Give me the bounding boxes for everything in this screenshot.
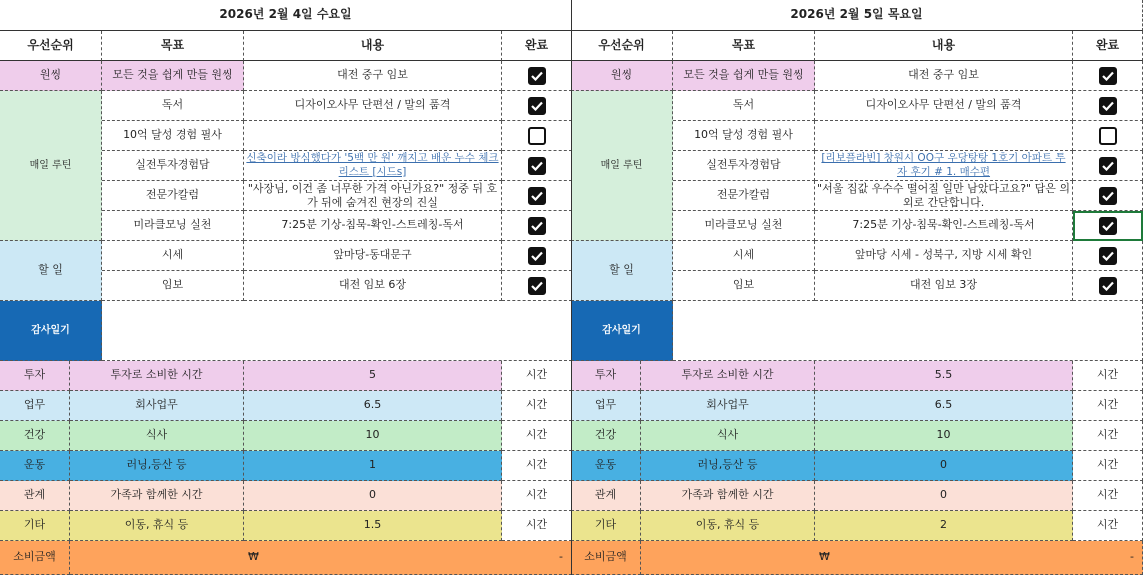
stat-category: 관계	[571, 481, 641, 511]
header-done: 완료	[1073, 31, 1143, 61]
header-done: 완료	[502, 31, 572, 61]
stat-category: 투자	[571, 361, 641, 391]
content-text: 대전 임보 6장	[338, 278, 407, 292]
checkbox[interactable]	[528, 127, 546, 145]
done-cell[interactable]	[502, 271, 572, 301]
check-icon	[531, 221, 543, 231]
goal-cell[interactable]: 실전투자경험담	[673, 151, 815, 181]
spend-value-cell[interactable]	[70, 541, 572, 575]
content-text: "사장님, 이건 좀 너무한 가격 아닌가요?" 정중 뒤 호가 뒤에 숨겨진 현장의 진실	[247, 181, 498, 209]
goal-cell[interactable]: 모든 것을 쉽게 만들 원씽	[102, 61, 244, 91]
group-routine: 매일 루틴	[0, 91, 102, 241]
content-cell[interactable]	[815, 121, 1073, 151]
stat-value[interactable]: 10	[244, 421, 502, 451]
stat-unit: 시간	[502, 421, 572, 451]
content-cell[interactable]	[244, 271, 502, 301]
stat-label: 투자로 소비한 시간	[641, 361, 815, 391]
content-cell[interactable]	[815, 241, 1073, 271]
check-icon	[531, 161, 543, 171]
content-cell[interactable]	[815, 61, 1073, 91]
stat-value[interactable]: 6.5	[244, 391, 502, 421]
check-icon	[1102, 251, 1114, 261]
checkbox[interactable]	[528, 277, 546, 295]
group-routine: 매일 루틴	[571, 91, 673, 241]
stat-unit: 시간	[502, 511, 572, 541]
checkbox[interactable]	[1099, 67, 1117, 85]
date-title: 2026년 2월 4일 수요일	[0, 0, 572, 31]
stat-unit: 시간	[1073, 361, 1143, 391]
check-icon	[1102, 281, 1114, 291]
stat-value[interactable]: 2	[815, 511, 1073, 541]
stat-label: 러닝,등산 등	[70, 451, 244, 481]
content-cell[interactable]	[244, 181, 502, 211]
stat-label: 투자로 소비한 시간	[70, 361, 244, 391]
group-wonsing: 원씽	[0, 61, 102, 91]
check-icon	[1102, 191, 1114, 201]
stat-category: 기타	[571, 511, 641, 541]
header-priority: 우선순위	[0, 31, 102, 61]
content-cell[interactable]	[244, 91, 502, 121]
post-link[interactable]: [리보플라빈] 창원시 OO구 우당탕탕 1호기 아파트 투자 후기 # 1. 매수편	[821, 152, 1066, 178]
spend-amount: -	[1130, 550, 1134, 564]
date-title: 2026년 2월 5일 목요일	[571, 0, 1143, 31]
content-cell[interactable]	[244, 121, 502, 151]
content-text: 디자이오사무 단편선 / 말의 품격	[294, 98, 451, 112]
goal-cell[interactable]: 미라클모닝 실천	[673, 211, 815, 241]
goal-cell[interactable]: 임보	[673, 271, 815, 301]
header-content: 내용	[815, 31, 1073, 61]
goal-cell[interactable]: 시세	[673, 241, 815, 271]
content-text: 대전 중구 임보	[908, 68, 979, 82]
content-cell[interactable]	[815, 181, 1073, 211]
checkbox[interactable]	[1099, 247, 1117, 265]
checkbox[interactable]	[528, 157, 546, 175]
goal-cell[interactable]: 시세	[102, 241, 244, 271]
stat-value[interactable]: 0	[815, 481, 1073, 511]
stat-value[interactable]: 5.5	[815, 361, 1073, 391]
stat-value[interactable]: 1	[244, 451, 502, 481]
check-icon	[531, 71, 543, 81]
content-text: 7:25분 기상-침묵-확인-스트레칭-독서	[852, 218, 1035, 232]
stat-category: 건강	[0, 421, 70, 451]
goal-cell[interactable]: 미라클모닝 실천	[102, 211, 244, 241]
stat-label: 이동, 휴식 등	[70, 511, 244, 541]
header-content: 내용	[244, 31, 502, 61]
stat-unit: 시간	[502, 481, 572, 511]
gratitude-entry[interactable]	[102, 301, 572, 361]
checkbox[interactable]	[528, 97, 546, 115]
content-cell[interactable]	[244, 211, 502, 241]
stat-unit: 시간	[1073, 451, 1143, 481]
stat-unit: 시간	[1073, 391, 1143, 421]
stat-unit: 시간	[1073, 421, 1143, 451]
check-icon	[1102, 101, 1114, 111]
goal-cell[interactable]: 임보	[102, 271, 244, 301]
stat-label: 회사업무	[641, 391, 815, 421]
stat-unit: 시간	[1073, 481, 1143, 511]
content-text: 대전 중구 임보	[337, 68, 408, 82]
stat-category: 업무	[0, 391, 70, 421]
check-icon	[1102, 161, 1114, 171]
spend-label: 소비금액	[571, 541, 641, 575]
done-cell[interactable]	[1073, 241, 1143, 271]
stat-label: 가족과 함께한 시간	[641, 481, 815, 511]
checkbox[interactable]	[1099, 97, 1117, 115]
stat-value[interactable]: 5	[244, 361, 502, 391]
goal-cell[interactable]: 독서	[673, 91, 815, 121]
content-text: 7:25분 기상-침묵-확인-스트레칭-독서	[281, 218, 464, 232]
checkbox[interactable]	[1099, 277, 1117, 295]
goal-cell[interactable]: 전문가칼럼	[102, 181, 244, 211]
panel-divider	[571, 0, 572, 575]
content-text: 디자이오사무 단편선 / 말의 품격	[865, 98, 1022, 112]
check-icon	[531, 281, 543, 291]
spend-amount: -	[559, 550, 563, 564]
group-todo: 할 일	[571, 241, 673, 301]
gratitude-entry[interactable]	[673, 301, 1143, 361]
done-cell[interactable]	[502, 181, 572, 211]
stat-value[interactable]: 1.5	[244, 511, 502, 541]
stat-value[interactable]: 10	[815, 421, 1073, 451]
currency-symbol: ₩	[819, 550, 830, 564]
stat-unit: 시간	[1073, 511, 1143, 541]
content-cell[interactable]	[815, 211, 1073, 241]
currency-symbol: ₩	[248, 550, 259, 564]
spend-value-cell[interactable]	[641, 541, 1143, 575]
done-cell[interactable]	[502, 61, 572, 91]
group-wonsing: 원씽	[571, 61, 673, 91]
stat-label: 러닝,등산 등	[641, 451, 815, 481]
content-cell[interactable]	[244, 241, 502, 271]
content-text: "서울 집값 우수수 떨어질 일만 남았다고요?" 답은 의외로 간단합니다.	[817, 181, 1070, 209]
stat-category: 운동	[571, 451, 641, 481]
header-goal: 목표	[102, 31, 244, 61]
content-text: 앞마당 시세 - 성북구, 지방 시세 확인	[854, 248, 1033, 262]
stat-label: 이동, 휴식 등	[641, 511, 815, 541]
header-priority: 우선순위	[571, 31, 673, 61]
spend-label: 소비금액	[0, 541, 70, 575]
stat-category: 업무	[571, 391, 641, 421]
done-cell[interactable]	[1073, 181, 1143, 211]
stat-label: 식사	[641, 421, 815, 451]
group-todo: 할 일	[0, 241, 102, 301]
stat-category: 관계	[0, 481, 70, 511]
post-link[interactable]: 신축이라 방심했다가 '5백 만 원' 깨지고 배운 누수 체크리스트 [시드s]	[246, 152, 499, 178]
goal-cell[interactable]: 실전투자경험담	[102, 151, 244, 181]
stat-value[interactable]: 6.5	[815, 391, 1073, 421]
done-cell[interactable]	[1073, 151, 1143, 181]
done-cell[interactable]	[1073, 91, 1143, 121]
stat-category: 기타	[0, 511, 70, 541]
header-goal: 목표	[673, 31, 815, 61]
group-gratitude: 감사일기	[571, 301, 673, 361]
stat-unit: 시간	[502, 391, 572, 421]
checkbox[interactable]	[528, 187, 546, 205]
done-cell[interactable]	[502, 91, 572, 121]
stat-category: 건강	[571, 421, 641, 451]
content-cell[interactable]	[815, 91, 1073, 121]
content-cell[interactable]	[815, 271, 1073, 301]
content-cell[interactable]	[815, 151, 1073, 181]
content-cell[interactable]	[244, 61, 502, 91]
stat-category: 투자	[0, 361, 70, 391]
check-icon	[531, 251, 543, 261]
done-cell[interactable]	[1073, 121, 1143, 151]
content-text: 앞마당-동대문구	[333, 248, 412, 262]
stat-label: 식사	[70, 421, 244, 451]
day-panel	[571, 0, 1143, 575]
checkbox[interactable]	[1099, 157, 1117, 175]
goal-cell[interactable]: 전문가칼럼	[673, 181, 815, 211]
group-gratitude: 감사일기	[0, 301, 102, 361]
check-icon	[1102, 71, 1114, 81]
done-cell[interactable]	[1073, 211, 1143, 241]
done-cell[interactable]	[502, 211, 572, 241]
stat-label: 회사업무	[70, 391, 244, 421]
stat-unit: 시간	[502, 361, 572, 391]
content-cell[interactable]	[244, 151, 502, 181]
stat-value[interactable]: 0	[244, 481, 502, 511]
checkbox[interactable]	[1099, 187, 1117, 205]
stat-label: 가족과 함께한 시간	[70, 481, 244, 511]
done-cell[interactable]	[1073, 61, 1143, 91]
checkbox[interactable]	[1099, 217, 1117, 235]
stat-unit: 시간	[502, 451, 572, 481]
checkbox[interactable]	[1099, 127, 1117, 145]
goal-cell[interactable]: 모든 것을 쉽게 만들 원씽	[673, 61, 815, 91]
goal-cell[interactable]: 10억 달성 경험 필사	[102, 121, 244, 151]
done-cell[interactable]	[1073, 271, 1143, 301]
checkbox[interactable]	[528, 247, 546, 265]
stat-category: 운동	[0, 451, 70, 481]
stat-value[interactable]: 0	[815, 451, 1073, 481]
done-cell[interactable]	[502, 241, 572, 271]
done-cell[interactable]	[502, 121, 572, 151]
done-cell[interactable]	[502, 151, 572, 181]
content-text: 대전 임보 3장	[909, 278, 978, 292]
checkbox[interactable]	[528, 217, 546, 235]
checkbox[interactable]	[528, 67, 546, 85]
goal-cell[interactable]: 10억 달성 경험 필사	[673, 121, 815, 151]
check-icon	[531, 101, 543, 111]
check-icon	[1102, 221, 1114, 231]
goal-cell[interactable]: 독서	[102, 91, 244, 121]
check-icon	[531, 191, 543, 201]
